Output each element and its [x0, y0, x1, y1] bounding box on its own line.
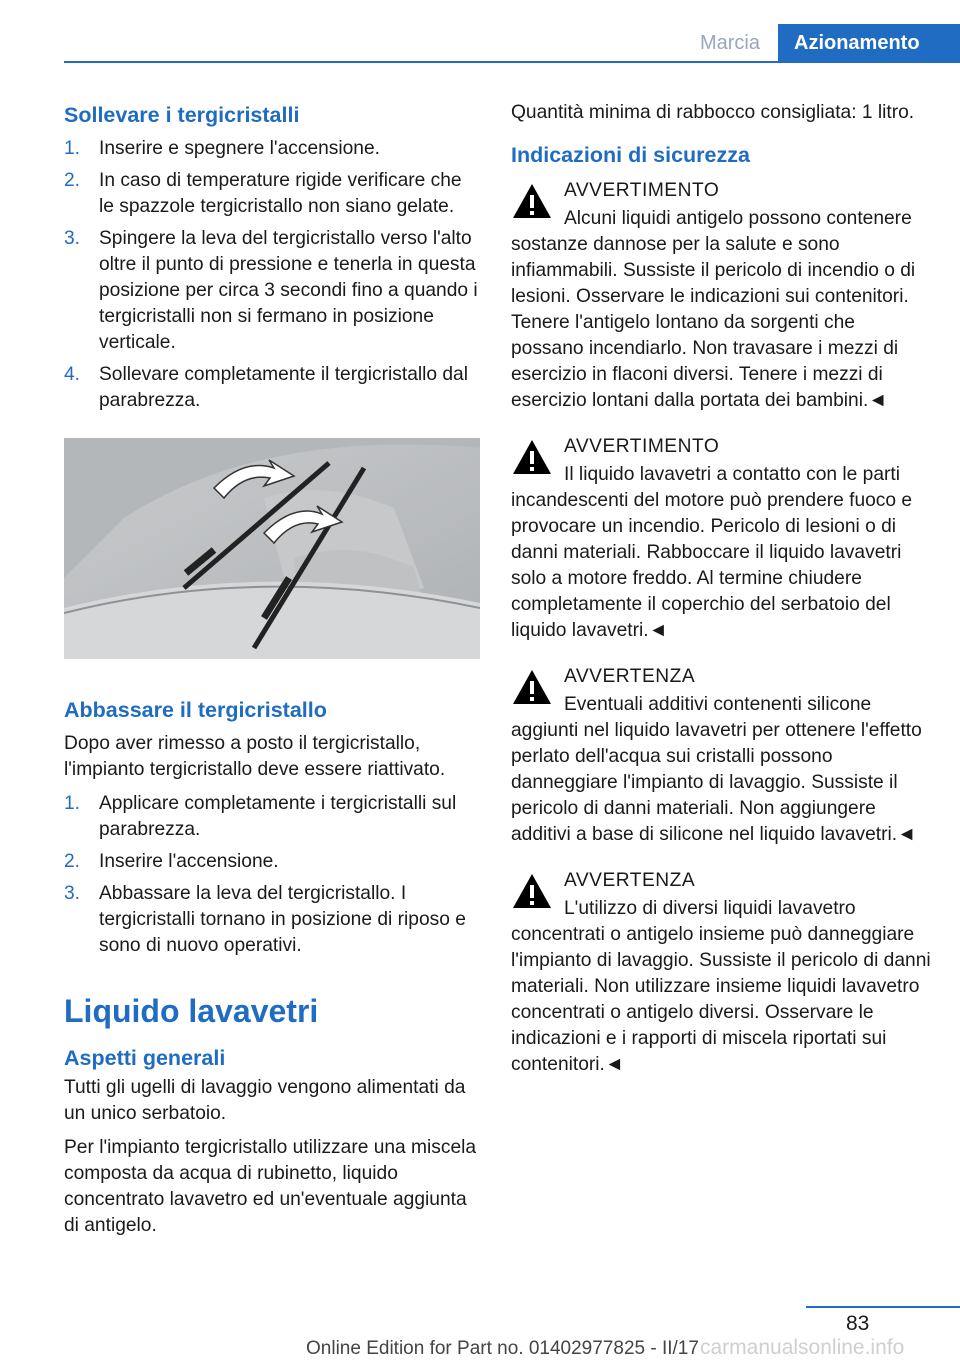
min-fill-text: Quantità minima di rabbocco consigliata: 1 litro.: [511, 102, 915, 123]
warning-text: Il liquido lavavetri a contatto con le parti incandescenti del motore può prendere fuoco e provocare un incendio. Pericolo di lesioni o di danni materiali. Rabboccare il liquido lavavetri solo a motore freddo. Al termine chiudere completamente il coperchio del serbatoio del liquido lavavetri.◄: [511, 464, 913, 641]
lower-steps-list: [64, 791, 480, 959]
warning-block: [511, 662, 931, 848]
list-item: 4. Sollevare completamente il tergicristallo dal parabrezza.: [64, 364, 468, 411]
warning-triangle-icon: [511, 182, 553, 220]
safety-heading: Indicazioni di sicurezza: [511, 143, 750, 167]
warning-text: Alcuni liquidi antigelo possono contenere sostanze dannose per la salute e sono infiammabili. Sussiste il pericolo di incendio o di lesioni. Osservare le indicazioni sui contenitori. Tenere l'antigelo lontano da sorgenti che possano incendiarlo. Non travasare i mezzi di esercizio in flaconi diversi. Tenere i mezzi di esercizio lontani dalla portata dei bambini.◄: [511, 208, 916, 411]
general-heading: Aspetti generali: [64, 1046, 226, 1070]
warning-block: [511, 866, 931, 1078]
warning-triangle-icon: [511, 438, 553, 476]
warning-title: AVVERTIMENTO: [564, 180, 720, 201]
right-column: [511, 100, 931, 1096]
general-paragraph-2: Per l'impianto tergicristallo utilizzare una miscela composta da acqua di rubinetto, liquido concentrato lavavetro ed un'eventuale aggiunta di antigelo.: [64, 1137, 477, 1236]
warning-title: AVVERTIMENTO: [564, 436, 720, 457]
lower-intro: Dopo aver rimesso a posto il tergicristallo, l'impianto tergicristallo deve essere riattivato.: [64, 733, 446, 780]
raise-wipers-heading: Sollevare i tergicristalli: [64, 103, 300, 127]
page-number: 83: [846, 1312, 870, 1335]
raise-steps-list: [64, 136, 480, 414]
left-column: [64, 100, 480, 1247]
warning-triangle-icon: [511, 872, 553, 910]
wiper-illustration: [64, 438, 480, 659]
general-paragraph-1: Tutti gli ugelli di lavaggio vengono alimentati da un unico serbatoio.: [64, 1077, 466, 1124]
running-header: [682, 24, 960, 62]
header-section[interactable]: Marcia: [682, 24, 778, 62]
list-item: 3. Abbassare la leva del tergicristallo. I tergicristalli tornano in posizione di riposo e sono di nuovo operativi.: [64, 883, 466, 956]
lower-wiper-heading: Abbassare il tergicristallo: [64, 698, 327, 722]
chapter-heading: Liquido lavavetri: [64, 993, 319, 1029]
list-item: 1. Inserire e spegnere l'accensione.: [64, 138, 380, 159]
warning-text: L'utilizzo di diversi liquidi lavavetro concentrati o antigelo insieme può danneggiare l'impianto di lavaggio. Sussiste il pericolo di danni materiali. Non utilizzare insieme liquidi lavavetro concentrati o antigelo diversi. Osservare le indicazioni e i rapporti di miscela riportati sui contenitori.◄: [511, 898, 931, 1075]
list-item: 2. Inserire l'accensione.: [64, 851, 279, 872]
edition-note: Online Edition for Part no. 01402977825 - II/17: [306, 1338, 699, 1359]
warning-triangle-icon: [511, 668, 553, 706]
watermark: carmanualsonline.info: [700, 1336, 905, 1359]
footer-rule: [806, 1306, 960, 1308]
header-current-chapter[interactable]: Azionamento: [778, 24, 960, 62]
warning-title: AVVERTENZA: [564, 666, 696, 687]
list-item: 3. Spingere la leva del tergicristallo verso l'alto oltre il punto di pressione e tenerla in questa posizione per circa 3 secondi fino a quando i tergicristalli non si fermano in posizione verticale.: [64, 228, 478, 353]
header-rule: [64, 61, 960, 63]
warning-text: Eventuali additivi contenenti silicone aggiunti nel liquido lavavetri per ottenere l'effetto perlato dell'acqua sui cristalli possono danneggiare l'impianto di lavaggio. Sussiste il pericolo di danni materiali. Non aggiungere additivi a base di silicone nel liquido lavavetri.◄: [511, 694, 922, 845]
list-item: 1. Applicare completamente i tergicristalli sul parabrezza.: [64, 793, 457, 840]
warning-block: [511, 432, 931, 644]
list-item: 2. In caso di temperature rigide verificare che le spazzole tergicristallo non siano gelate.: [64, 170, 462, 217]
warning-block: [511, 176, 931, 414]
warning-title: AVVERTENZA: [564, 870, 696, 891]
